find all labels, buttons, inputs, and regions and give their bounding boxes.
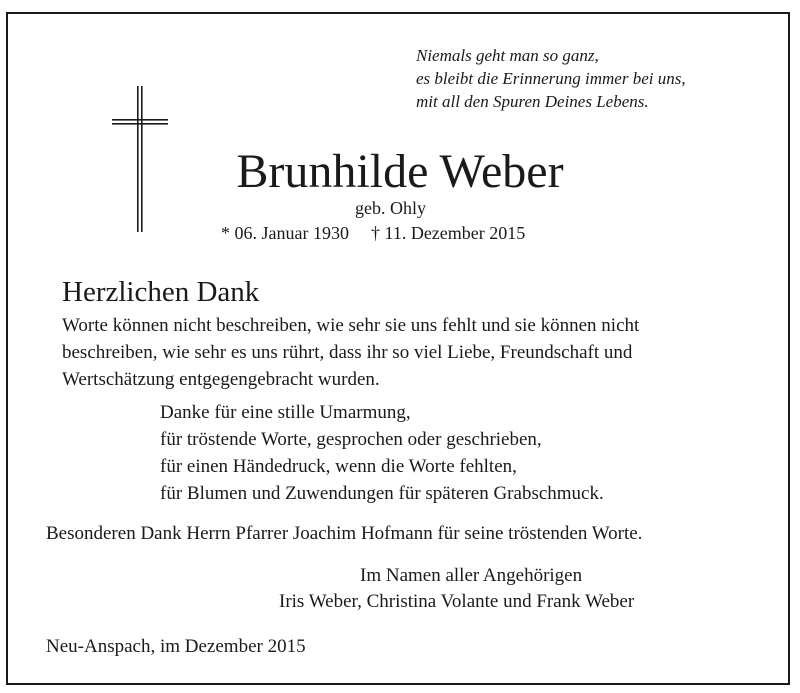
motto-verse — [416, 44, 686, 113]
place-and-date: Neu-Anspach, im Dezember 2015 — [46, 636, 306, 657]
deceased-name: Brunhilde Weber — [236, 145, 564, 198]
maiden-name: geb. Ohly — [355, 198, 426, 218]
motto-line: Niemals geht man so ganz, — [416, 46, 599, 65]
thanks-heading: Herzlichen Dank — [62, 276, 260, 308]
poem-line: Danke für eine stille Umarmung, — [160, 402, 411, 423]
signature-line-relatives: Im Namen aller Angehörigen — [360, 565, 583, 586]
intro-line: Wertschätzung entgegengebracht wurden. — [62, 369, 380, 390]
thanks-intro — [62, 312, 752, 393]
death-date: † 11. Dezember 2015 — [370, 223, 526, 243]
intro-line: beschreiben, wie sehr es uns rührt, dass ihr so viel Liebe, Freundschaft und — [62, 342, 633, 363]
cross-horizontal-bar-top — [112, 119, 168, 121]
poem-line: für tröstende Worte, gesprochen oder geschrieben, — [160, 429, 542, 450]
birth-date: * 06. Januar 1930 — [221, 223, 349, 243]
special-thanks: Besonderen Dank Herrn Pfarrer Joachim Hofmann für seine tröstenden Worte. — [46, 523, 643, 544]
poem-line: für einen Händedruck, wenn die Worte fehlten, — [160, 456, 517, 477]
life-dates — [221, 221, 525, 245]
intro-line: Worte können nicht beschreiben, wie sehr sie uns fehlt und sie können nicht — [62, 315, 640, 336]
motto-line: es bleibt die Erinnerung immer bei uns, — [416, 69, 686, 88]
motto-line: mit all den Spuren Deines Lebens. — [416, 92, 649, 111]
cross-horizontal-bar-bottom — [112, 123, 168, 125]
thanks-poem — [160, 399, 604, 507]
poem-line: für Blumen und Zuwendungen für späteren Grabschmuck. — [160, 483, 604, 504]
signature-line-names: Iris Weber, Christina Volante und Frank Weber — [279, 591, 635, 612]
